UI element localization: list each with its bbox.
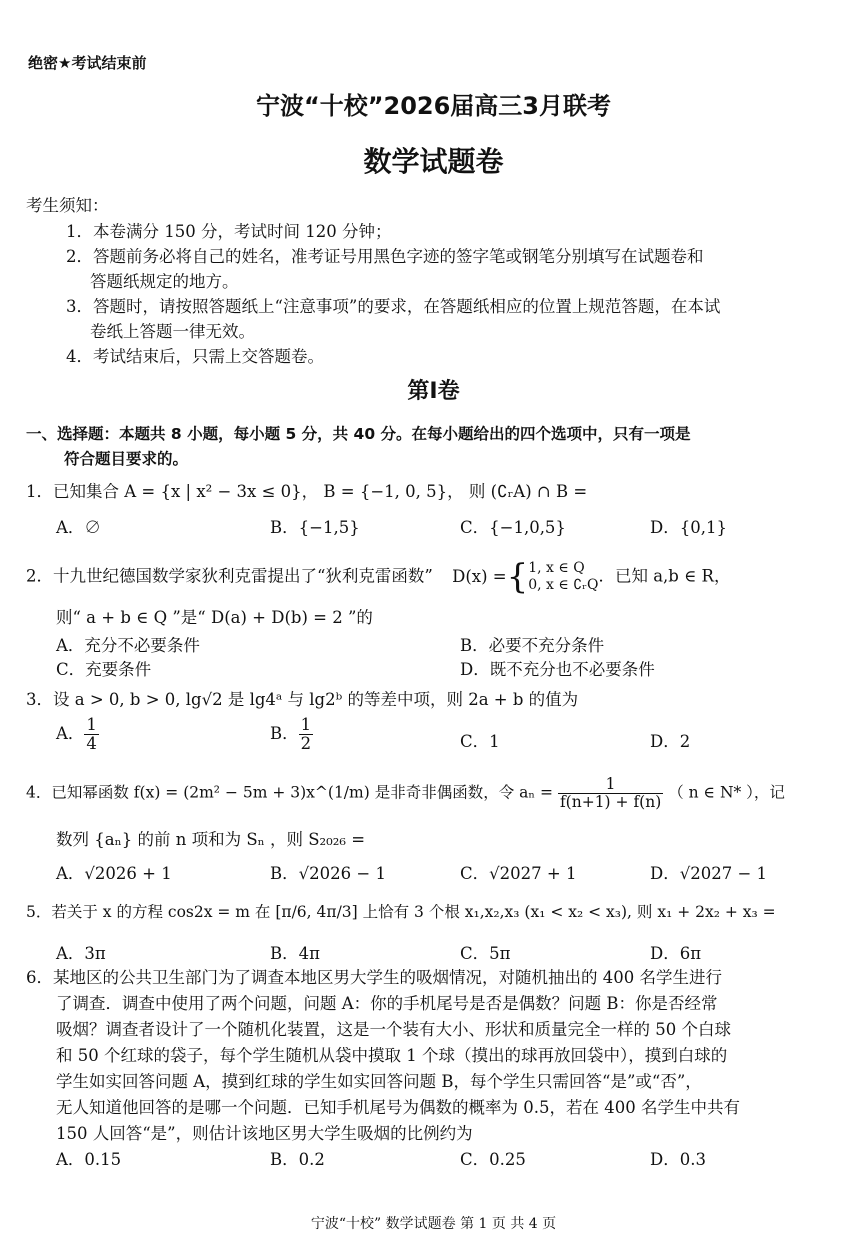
question-6-line: 了调查．调查中使用了两个问题，问题 A：你的手机尾号是否是偶数？问题 B：你是否经常 [56, 994, 718, 1013]
question-2-stem [26, 557, 731, 597]
question-6-line: 无人知道他回答的是哪一个问题．已知手机尾号为偶数的概率为 0.5，若在 400 名学生中共有 [56, 1098, 740, 1117]
q4-option-c: C．√2027 + 1 [460, 864, 577, 883]
q2-option-a: A．充分不必要条件 [56, 636, 200, 655]
q4-option-d: D．√2027 − 1 [650, 864, 768, 883]
notice-item: 答题纸规定的地方。 [90, 272, 239, 291]
q1-option-b: B．{−1,5} [270, 518, 360, 537]
question-6-line: 和 50 个红球的袋子，每个学生随机从袋中摸取 1 个球（摸出的球再放回袋中），摸到白球的 [56, 1046, 728, 1065]
q5-option-b: B．4π [270, 944, 320, 963]
q4-stem-a: 4．已知幂函数 f(x) = (2m² − 5m + 3)x^(1/m) 是非奇非偶函数，令 aₙ = [26, 783, 553, 802]
q2-option-b: B．必要不充分条件 [460, 636, 605, 655]
question-3-stem: 3．设 a > 0, b > 0, lg√2 是 lg4ᵃ 与 lg2ᵇ 的等差中项，则 2a + b 的值为 [26, 690, 579, 709]
section-heading-cont: 符合题目要求的。 [64, 450, 189, 468]
notice-item: 1．本卷满分 150 分，考试时间 120 分钟； [66, 222, 392, 241]
q3-option-a-fraction: $\frac{1}{4}$ [86, 715, 97, 754]
q2-option-c: C．充要条件 [56, 660, 152, 679]
q4-option-a: A．√2026 + 1 [56, 864, 172, 883]
question-6-line: 6．某地区的公共卫生部门为了调查本地区男大学生的吸烟情况，对随机抽出的 400 名学生进行 [26, 968, 722, 987]
notice-item: 卷纸上答题一律无效。 [90, 322, 255, 341]
q2-brace: { [506, 557, 529, 597]
q2-stem-b: ．已知 a,b ∈ R， [598, 566, 731, 586]
notice-item: 3．答题时，请按照答题纸上“注意事项”的要求，在答题纸相应的位置上规范答题，在本试 [66, 297, 721, 316]
question-6-line: 150 人回答“是”，则估计该地区男大学生吸烟的比例约为 [56, 1124, 473, 1143]
exam-title: 宁波“十校”2026届高三3月联考 [255, 92, 612, 120]
q6-option-a: A．0.15 [56, 1150, 122, 1169]
q1-option-a: A．∅ [56, 518, 101, 537]
q5-option-a: A．3π [56, 944, 106, 963]
q4-stem-c: 数列 {aₙ} 的前 n 项和为 Sₙ ，则 S₂₀₂₆ = [56, 830, 366, 849]
q3-option-d: D．2 [650, 732, 691, 751]
exam-subtitle: 数学试题卷 [363, 145, 504, 178]
notice-item: 4．考试结束后，只需上交答题卷。 [66, 347, 324, 366]
q3-option-c: C．1 [460, 732, 500, 751]
notice-item: 2．答题前务必将自己的姓名，准考证号用黑色字迹的签字笔或钢笔分别填写在试题卷和 [66, 247, 704, 266]
q1-option-d: D．{0,1} [650, 518, 727, 537]
q6-option-b: B．0.2 [270, 1150, 325, 1169]
confidential-label: 绝密★考试结束前 [28, 54, 147, 72]
q6-option-c: C．0.25 [460, 1150, 526, 1169]
question-6-line: 吸烟？调查者设计了一个随机化装置，这是一个装有大小、形状和质量完全一样的 50 个白球 [56, 1020, 731, 1039]
page-footer: 宁波“十校” 数学试题卷 第 1 页 共 4 页 [310, 1216, 557, 1232]
q5-option-d: D．6π [650, 944, 702, 963]
q4-stem-b: （ n ∈ N* ），记 [668, 783, 785, 802]
q3-option-b: B． $\frac{1}{2}$ [270, 715, 312, 754]
q2-option-d: D．既不充分也不必要条件 [460, 660, 655, 679]
q6-option-d: D．0.3 [650, 1150, 706, 1169]
question-5-stem: 5．若关于 x 的方程 cos2x = m 在 [π/6, 4π/3] 上恰有 3 个根 x₁,x₂,x₃ (x₁ < x₂ < x₃), 则 x₁ + 2x₂ + x₃ = [26, 903, 776, 921]
q3-option-a: A． $\frac{1}{4}$ [56, 715, 97, 754]
question-6-line: 学生如实回答问题 A，摸到红球的学生如实回答问题 B，每个学生只需回答“是”或“否”， [56, 1072, 702, 1091]
q2-function: D(x) = [452, 566, 507, 586]
q1-option-c: C．{−1,0,5} [460, 518, 566, 537]
question-1-stem: 1．已知集合 A = {x | x² − 3x ≤ 0}， B = {−1, 0, 5}， 则 (∁ᵣA) ∩ B = [26, 482, 588, 501]
q3-option-b-fraction: $\frac{1}{2}$ [300, 715, 312, 754]
q2-stem-a: 2．十九世纪德国数学家狄利克雷提出了“狄利克雷函数” [26, 566, 433, 586]
question-4-stem [26, 776, 785, 811]
q5-option-c: C．5π [460, 944, 511, 963]
q2-cases: 1, x ∈ Q 0, x ∈ ∁ᵣQ [528, 560, 599, 593]
q4-fraction: $\frac{1}{f(n+1) + f(n)}$ [559, 775, 662, 812]
q4-option-b: B．√2026 − 1 [270, 864, 386, 883]
section-heading: 一、选择题：本题共 8 小题，每小题 5 分，共 40 分。在每小题给出的四个选项中，只有一项是 [26, 425, 691, 443]
notice-heading: 考生须知： [26, 196, 109, 215]
volume-heading: 第Ⅰ卷 [407, 379, 460, 404]
q2-stem-c: 则“ a + b ∈ Q ”是“ D(a) + D(b) = 2 ”的 [56, 608, 373, 627]
